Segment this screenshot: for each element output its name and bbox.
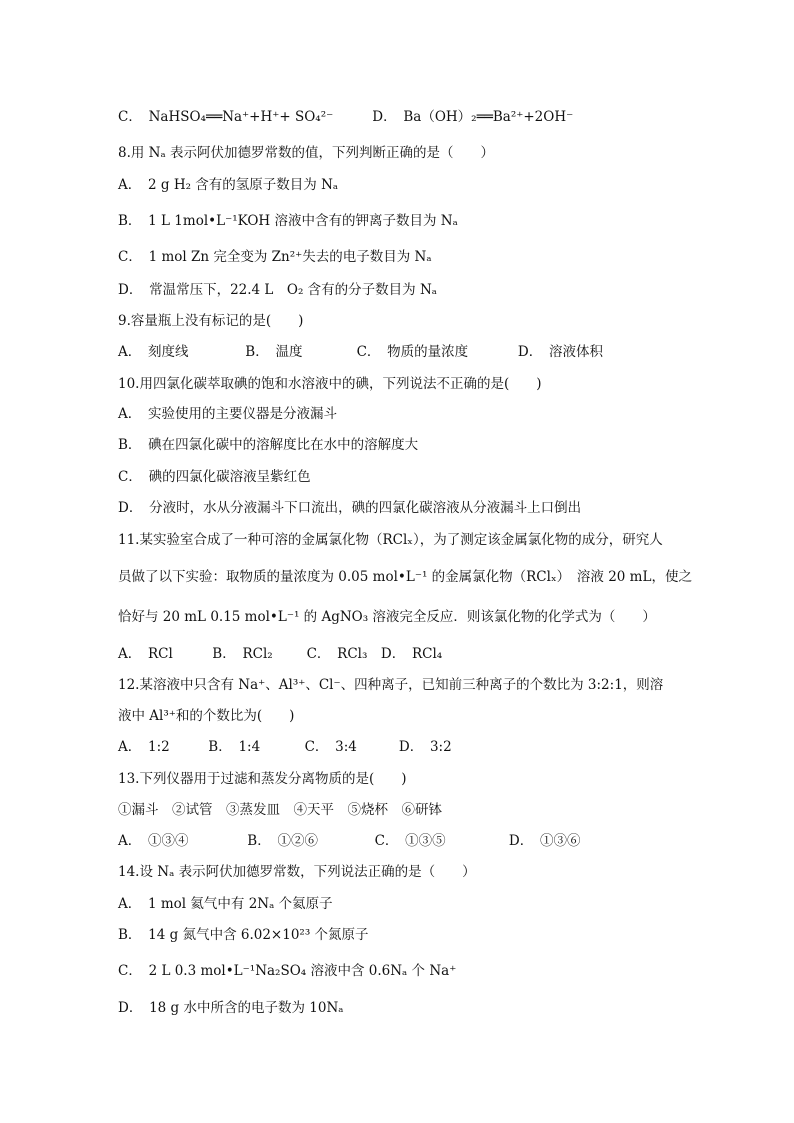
q14-stem: 14.设 Nₐ 表示阿伏加德罗常数，下列说法正确的是（ ）: [118, 864, 476, 880]
q9-option-d: D． 溶液体积: [517, 344, 603, 360]
q12-stem-line1: 12.某溶液中只含有 Na⁺、Al³⁺、Cl⁻、四种离子，已知前三种离子的个数比为 3:2:1，则溶: [118, 677, 664, 693]
q9-option-a: A． 刻度线: [118, 344, 189, 360]
q14-option-c: C． 2 L 0.3 mol•L⁻¹Na₂SO₄ 溶液中含 0.6Nₐ 个 Na⁺: [118, 963, 457, 979]
q9-stem: 9.容量瓶上没有标记的是( ): [118, 313, 304, 329]
q10-option-c: C． 碘的四氯化碳溶液呈紫红色: [118, 469, 311, 485]
q7-option-c: C． NaHSO₄══Na⁺+H⁺+ SO₄²⁻: [118, 109, 334, 125]
q12-options-row: [118, 738, 452, 756]
q13-option-b: B． ①②⑥: [247, 833, 318, 849]
q11-stem-line2: 员做了以下实验：取物质的量浓度为 0.05 mol•L⁻¹ 的金属氯化物（RClₓ） 溶液 20 mL，使之: [118, 569, 692, 585]
q7-options-row: [118, 108, 573, 126]
q13-stem: 13.下列仪器用于过滤和蒸发分离物质的是( ): [118, 771, 407, 787]
q8-option-c: C． 1 mol Zn 完全变为 Zn²⁺失去的电子数目为 Nₐ: [118, 249, 432, 265]
q9-options-row: [118, 343, 603, 361]
q11-stem-line1: 11.某实验室合成了一种可溶的金属氯化物（RClₓ），为了测定该金属氯化物的成分，研究人: [118, 532, 663, 548]
q11-option-d: D． RCl₄: [380, 646, 443, 662]
q9-option-b: B． 温度: [245, 344, 303, 360]
q8-option-d: D． 常温常压下，22.4 L O₂ 含有的分子数目为 Nₐ: [118, 282, 437, 298]
q11-option-c: C． RCl₃: [306, 646, 368, 662]
q10-option-b: B． 碘在四氯化碳中的溶解度比在水中的溶解度大: [118, 437, 419, 453]
q12-option-c: C． 3:4: [304, 739, 357, 755]
q10-stem: 10.用四氯化碳萃取碘的饱和水溶液中的碘，下列说法不正确的是( ): [118, 376, 542, 392]
q8-option-b: B． 1 L 1mol•L⁻¹KOH 溶液中含有的钾离子数目为 Nₐ: [118, 213, 458, 229]
q7-option-d: D． Ba（OH）₂══Ba²⁺+2OH⁻: [372, 109, 574, 125]
q14-option-b: B． 14 g 氮气中含 6.02×10²³ 个氮原子: [118, 927, 369, 943]
q11-option-a: A． RCl: [118, 646, 173, 662]
q10-option-a: A． 实验使用的主要仪器是分液漏斗: [118, 406, 337, 422]
q14-option-a: A． 1 mol 氦气中有 2Nₐ 个氦原子: [118, 896, 333, 912]
q9-option-c: C． 物质的量浓度: [356, 344, 469, 360]
q10-option-d: D． 分液时，水从分液漏斗下口流出，碘的四氯化碳溶液从分液漏斗上口倒出: [118, 500, 582, 516]
q13-option-d: D． ①③⑥: [508, 833, 581, 849]
q12-option-a: A． 1:2: [118, 739, 170, 755]
q12-option-b: B． 1:4: [208, 739, 261, 755]
q11-options-row: [118, 645, 442, 663]
q13-options-row: [118, 832, 580, 850]
q12-stem-line2: 液中 Al³⁺和的个数比为( ): [118, 708, 295, 724]
q13-option-a: A． ①③④: [118, 833, 189, 849]
q13-option-c: C． ①③⑤: [374, 833, 446, 849]
q8-option-a: A． 2 g H₂ 含有的氢原子数目为 Nₐ: [118, 177, 339, 193]
q14-option-d: D． 18 g 水中所含的电子数为 10Nₐ: [118, 1000, 344, 1016]
q8-stem: 8.用 Nₐ 表示阿伏加德罗常数的值，下列判断正确的是（ ）: [118, 145, 494, 161]
q13-items: ①漏斗 ②试管 ③蒸发皿 ④天平 ⑤烧杯 ⑥研钵: [118, 802, 442, 818]
q11-option-b: B． RCl₂: [212, 646, 273, 662]
q11-stem-line3: 恰好与 20 mL 0.15 mol•L⁻¹ 的 AgNO₃ 溶液完全反应．则该氯化物的化学式为（ ）: [118, 609, 656, 625]
q12-option-d: D． 3:2: [398, 739, 452, 755]
